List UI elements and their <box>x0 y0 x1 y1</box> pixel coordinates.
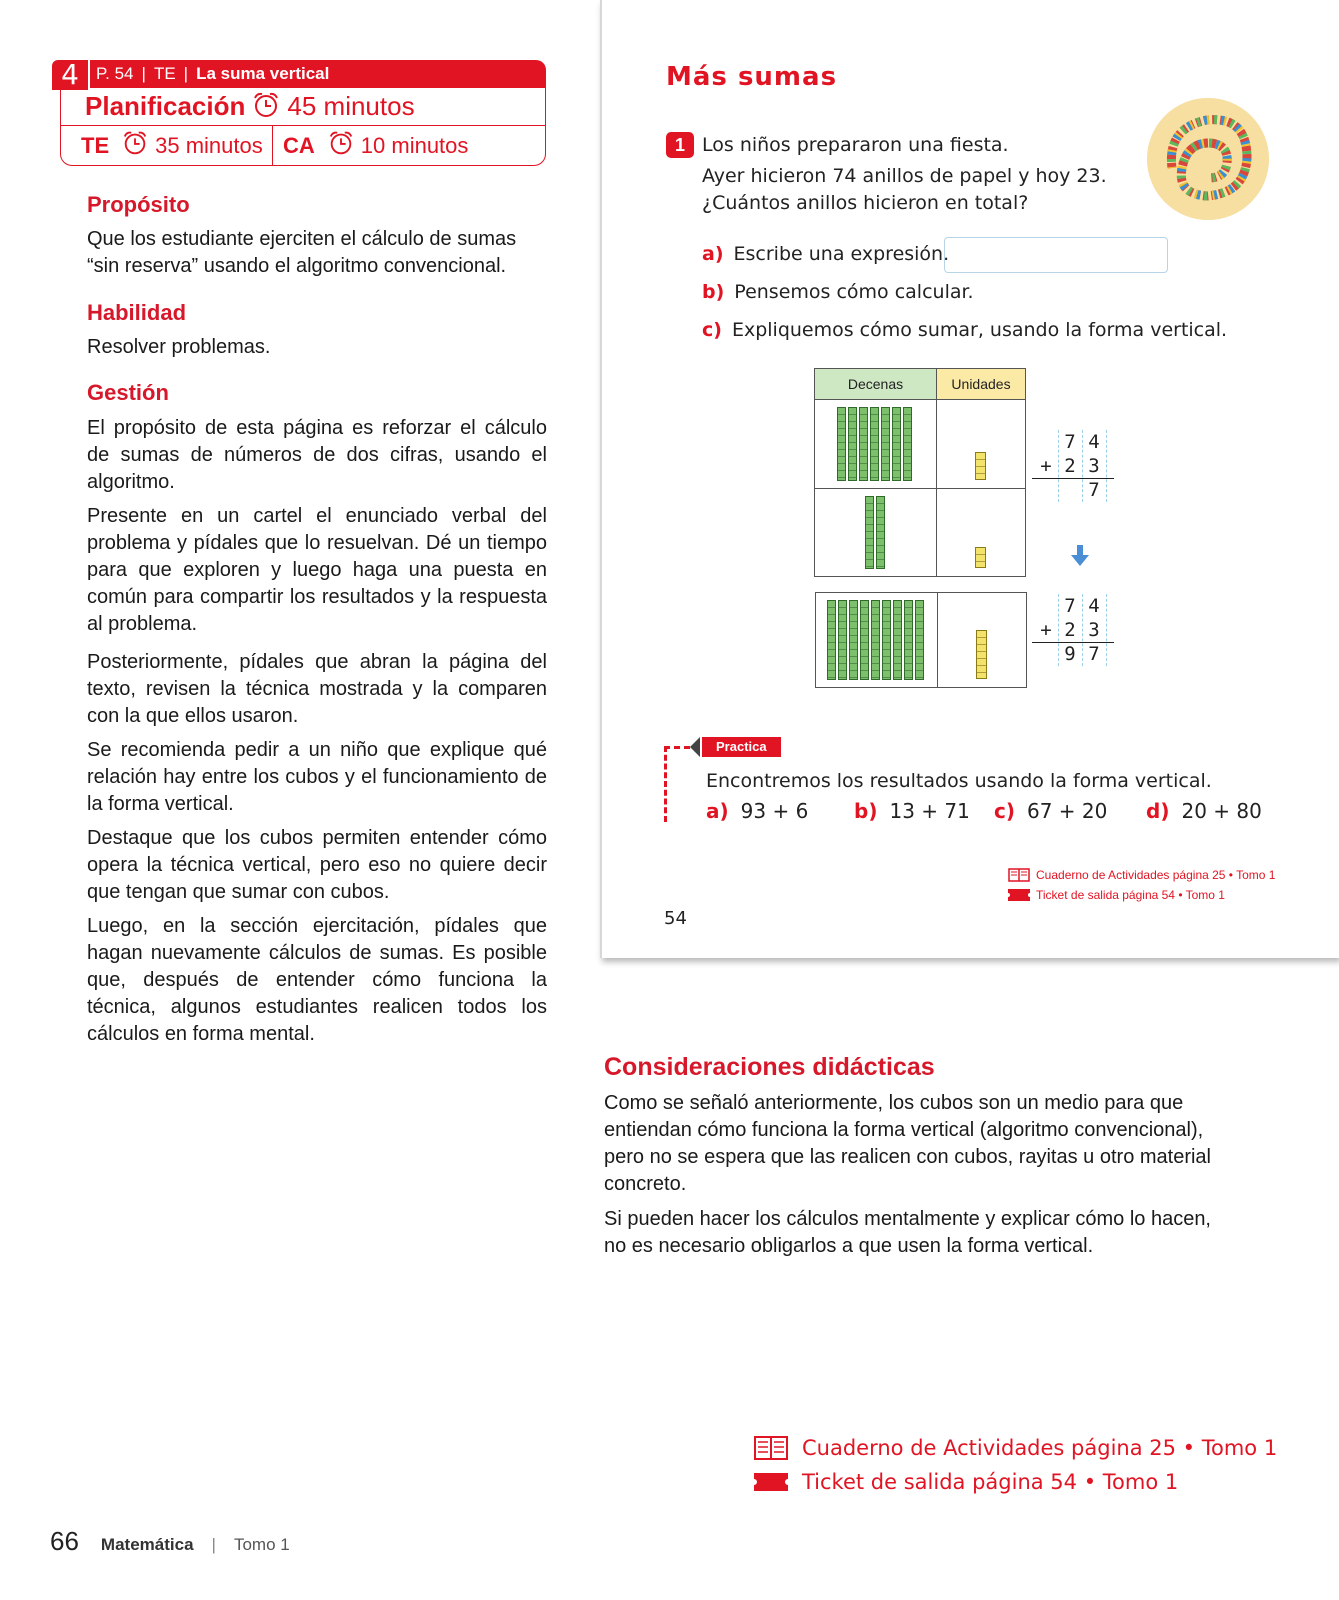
lesson-page-ref: P. 54 <box>96 64 134 83</box>
planning-frame <box>60 88 546 166</box>
second-addend-row <box>815 488 1025 576</box>
first-addend-row <box>815 400 1025 488</box>
gestion-paragraph: Destaque que los cubos permiten entender cómo opera la técnica vertical, pero eso no quiere decir que tengan que sumar con cubos. <box>87 827 547 903</box>
book-title: Más sumas <box>666 62 838 92</box>
practica-bracket <box>664 746 667 822</box>
sum-result-digit: 7 <box>1088 479 1100 501</box>
practica-pointer-icon <box>690 737 700 757</box>
unit-cubes-stack <box>975 452 986 480</box>
student-book-page <box>600 0 1339 958</box>
planning-time: 45 minutos <box>287 91 415 121</box>
page-number: 66 <box>50 1526 79 1556</box>
ten-rod <box>893 600 902 680</box>
ten-rod <box>865 496 874 569</box>
ten-rod <box>837 407 846 481</box>
te-time: 35 minutos <box>155 133 263 158</box>
ca-time: 10 minutos <box>360 133 469 158</box>
sum-result-digit <box>1034 642 1058 666</box>
column-guide <box>1058 594 1059 666</box>
footer-subject: Matemática <box>100 1535 194 1554</box>
gestion-paragraph: Posteriormente, pídales que abran la página del texto, revisen la técnica mostrada y la comparen con la que ellos usaron. <box>87 651 547 727</box>
option-b: b) Pensemos cómo calcular. <box>702 281 974 303</box>
place-value-header <box>814 368 1026 400</box>
proposito-text: Que los estudiante ejerciten el cálculo de sumas “sin reserva” usando el algoritmo convencional. <box>87 228 517 277</box>
ca-label: CA <box>283 133 315 158</box>
ticket-icon <box>1008 889 1030 901</box>
practica-item: b) 13 + 71 <box>854 799 970 823</box>
ref-ticket: Ticket de salida página 54 • Tomo 1 <box>754 1470 1178 1494</box>
ten-rod <box>870 407 879 481</box>
lesson-bar: P. 54 | TE | La suma vertical <box>90 60 546 88</box>
practica-item: a) 93 + 6 <box>706 799 809 823</box>
question-line: Ayer hicieron 74 anillos de papel y hoy 23. <box>702 165 1107 187</box>
habilidad-heading: Habilidad <box>87 300 187 325</box>
footer-volume: Tomo 1 <box>233 1535 290 1554</box>
sum-digit <box>1034 430 1058 454</box>
sum-digit: 4 <box>1088 431 1100 453</box>
gestion-paragraph: Presente en un cartel el enunciado verbal del problema y pídales que lo resuelvan. Dé un tiempo para que exploren y luego haga una puesta en común para compartir los resultados y la respuesta al problema. <box>87 505 547 635</box>
te-cell <box>61 126 273 166</box>
ten-rod <box>827 600 836 680</box>
sum-digit: 3 <box>1088 619 1100 641</box>
unit-cubes-stack <box>976 630 987 679</box>
gestion-paragraph: Se recomienda pedir a un niño que explique qué relación hay entre los cubos y el funcionamiento de la forma vertical. <box>87 739 547 815</box>
sum-digit <box>1034 594 1058 618</box>
gestion-heading: Gestión <box>87 380 169 405</box>
ten-rod <box>876 496 885 569</box>
sum-digit: 4 <box>1088 595 1100 617</box>
sum-digit: + <box>1040 455 1052 477</box>
ten-rod <box>860 600 869 680</box>
sum-digit: 2 <box>1064 619 1076 641</box>
column-guide <box>1106 430 1107 502</box>
lesson-type: TE <box>153 64 176 83</box>
book-ref-cuaderno: Cuaderno de Actividades página 25 • Tomo 1 <box>1008 868 1275 882</box>
option-a: a) Escribe una expresión. <box>702 243 950 265</box>
units-header: Unidades <box>937 369 1025 399</box>
open-book-icon <box>1008 868 1030 882</box>
option-c: c) Expliquemos cómo sumar, usando la forma vertical. <box>702 319 1228 341</box>
gestion-paragraph: Luego, en la sección ejercitación, pídales que hagan nuevamente cálculos de sumas. Es posible que, después de entender cómo funciona la técnica, algunos estudiantes realicen todos los cálculos en forma mental. <box>87 915 547 1045</box>
consideraciones-paragraph: Como se señaló anteriormente, los cubos son un medio para que entiendan cómo funciona la forma vertical (algoritmo convencional), pero no se espera que las realicen con cubos, rayitas u otro material concreto. <box>604 1092 1212 1195</box>
units-cubes <box>937 489 1025 576</box>
question-number-badge: 1 <box>666 132 694 158</box>
ten-rod <box>903 407 912 481</box>
ten-rod <box>848 407 857 481</box>
proposito-heading: Propósito <box>87 192 190 217</box>
gestion-paragraph: El propósito de esta página es reforzar el cálculo de sumas de números de dos cifras, usando el algoritmo. <box>87 417 547 493</box>
ten-rod <box>915 600 924 680</box>
lesson-title: La suma vertical <box>196 64 330 83</box>
book-page-number: 54 <box>664 908 687 929</box>
sum-digit: 7 <box>1064 595 1076 617</box>
ten-rod <box>871 600 880 680</box>
paper-rings-image <box>1147 98 1269 220</box>
place-value-table <box>814 368 1026 577</box>
sum-digit: 2 <box>1064 455 1076 477</box>
ten-rod <box>859 407 868 481</box>
expression-answer-box[interactable] <box>944 237 1168 273</box>
practica-dash <box>664 746 690 749</box>
alarm-clock-icon <box>251 90 281 124</box>
ca-cell <box>273 126 468 166</box>
lesson-header <box>52 60 546 166</box>
ten-rod <box>892 407 901 481</box>
practica-item: d) 20 + 80 <box>1146 799 1262 823</box>
sum-line <box>1032 478 1114 479</box>
practica-item: c) 67 + 20 <box>994 799 1108 823</box>
column-guide <box>1058 430 1059 502</box>
tens-rods <box>815 489 937 576</box>
sum-result-digit <box>1034 478 1058 502</box>
planning-label: Planificación <box>85 91 246 121</box>
column-guide <box>1106 594 1107 666</box>
footer-separator: | <box>211 1535 216 1554</box>
sum-result-digit: 9 <box>1064 643 1076 665</box>
unit-cubes-stack <box>975 547 986 568</box>
lesson-number: 4 <box>52 60 88 90</box>
ref-cuaderno: Cuaderno de Actividades página 25 • Tomo 1 <box>754 1436 1277 1460</box>
tens-header: Decenas <box>815 369 937 399</box>
ten-rod <box>838 600 847 680</box>
column-guide <box>1082 594 1083 666</box>
units-cubes <box>938 593 1026 687</box>
ten-rod <box>849 600 858 680</box>
book-ref-ticket: Ticket de salida página 54 • Tomo 1 <box>1008 888 1225 902</box>
total-blocks-box <box>815 592 1027 688</box>
open-book-icon <box>754 1436 788 1460</box>
time-split-row <box>61 126 545 166</box>
planning-row <box>61 88 545 126</box>
practica-label: Practica <box>702 737 781 757</box>
ten-rod <box>882 600 891 680</box>
practica-instruction: Encontremos los resultados usando la forma vertical. <box>706 770 1212 792</box>
tens-rods <box>815 400 937 488</box>
ten-rod <box>904 600 913 680</box>
alarm-clock-icon <box>121 129 149 163</box>
te-label: TE <box>81 133 110 158</box>
sum-line <box>1032 642 1114 643</box>
sum-result-digit <box>1058 478 1082 502</box>
page-footer <box>50 1526 290 1557</box>
units-cubes <box>937 400 1025 488</box>
sum-digit: + <box>1040 619 1052 641</box>
ten-rod <box>881 407 890 481</box>
sum-digit: 7 <box>1064 431 1076 453</box>
sum-result-digit: 7 <box>1088 643 1100 665</box>
ticket-icon <box>754 1473 788 1491</box>
alarm-clock-icon <box>327 129 355 163</box>
consideraciones-paragraph: Si pueden hacer los cálculos mentalmente y explicar cómo lo hacen, no es necesario obligarlos a que usen la forma vertical. <box>604 1208 1211 1257</box>
sum-digit: 3 <box>1088 455 1100 477</box>
question-line: ¿Cuántos anillos hicieron en total? <box>702 192 1029 214</box>
question-line: Los niños prepararon una fiesta. <box>702 134 1009 156</box>
habilidad-text: Resolver problemas. <box>87 336 271 358</box>
consideraciones-heading: Consideraciones didácticas <box>604 1053 935 1081</box>
tens-rods <box>816 593 938 687</box>
down-arrow-icon <box>1071 545 1089 567</box>
column-guide <box>1082 430 1083 502</box>
